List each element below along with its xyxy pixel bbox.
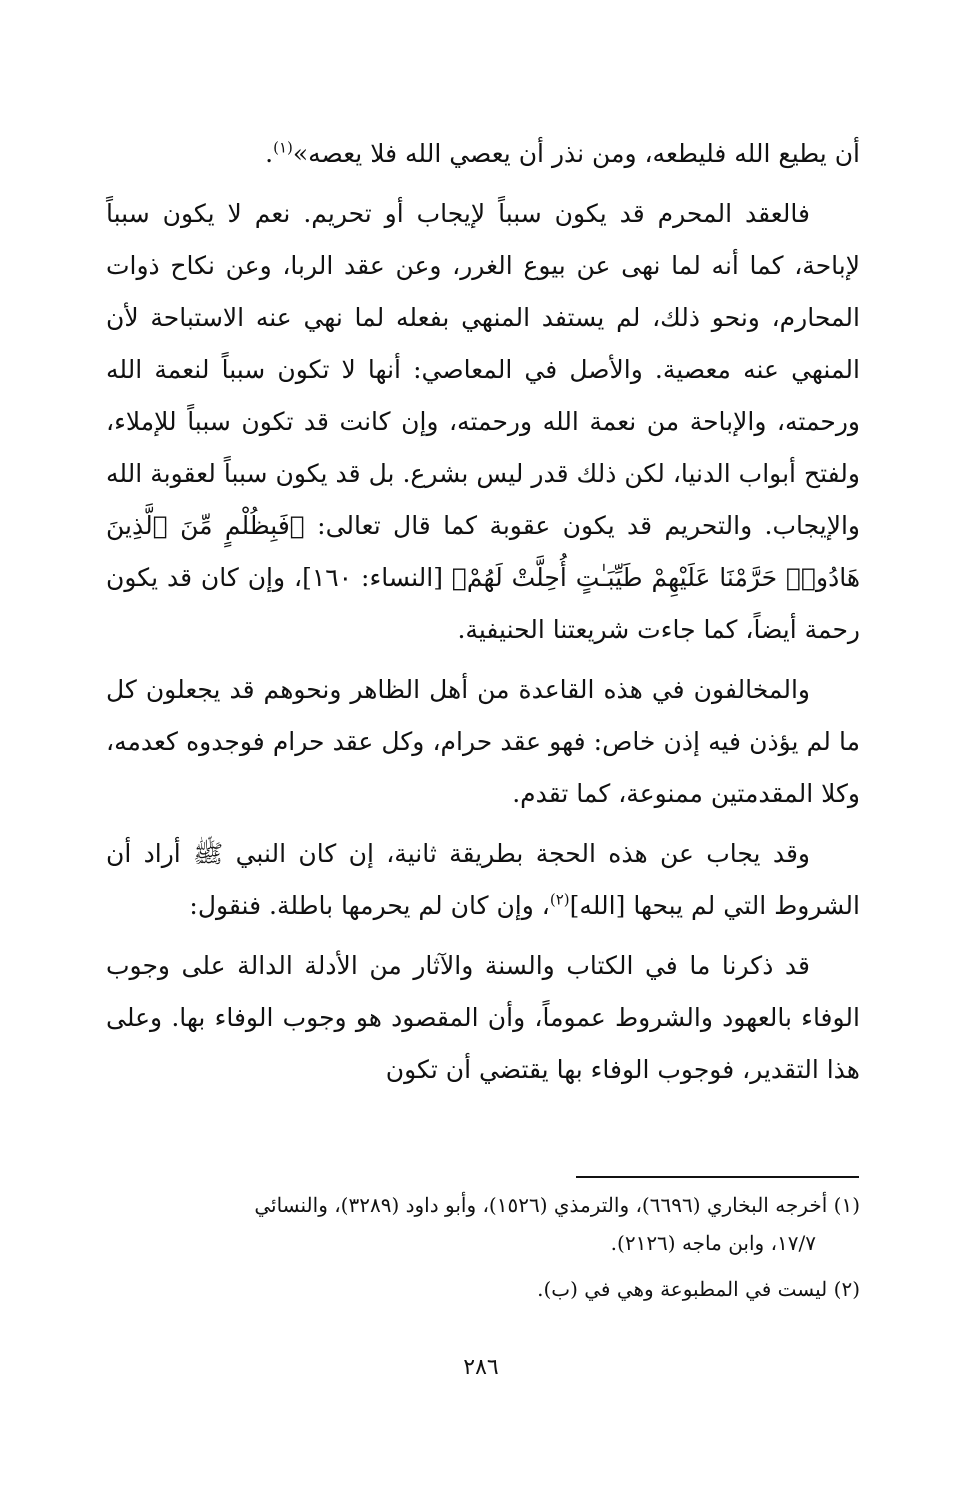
- footnote-2-marker: (٢): [833, 1277, 860, 1301]
- paragraph-1: [106, 128, 860, 180]
- paragraph-5: [106, 940, 860, 1096]
- quran-citation: [النساء: ١٦٠]: [302, 563, 452, 592]
- paragraph-2: [106, 188, 860, 656]
- quran-verse: ﴿فَبِظُلْمٍ مِّنَ ٱلَّذِينَ هَادُوا۟ حَرَّمْنَا عَلَيْهِمْ طَيِّبَـٰتٍ أُحِلَّتْ لَهُمْ﴾: [106, 511, 861, 592]
- paragraph-4-end: ، وإن كان لم يحرمها باطلة. فنقول:: [189, 891, 550, 920]
- footnotes: [106, 1186, 860, 1316]
- footnote-1-text: أخرجه البخاري (٦٦٩٦)، والترمذي (١٥٢٦)، وأبو داود (٣٢٨٩)، والنسائي: [254, 1193, 828, 1217]
- paragraph-2-end: ، وإن كان قد يكون رحمة أيضاً، كما جاءت شريعتنا الحنيفية.: [106, 563, 860, 644]
- footnote-1-marker: (١): [833, 1193, 860, 1217]
- paragraph-1-end: .: [265, 139, 274, 168]
- paragraph-3: [106, 664, 860, 820]
- footnote-ref-2: (٢): [549, 890, 570, 909]
- footnote-1-continuation: ١٧/٧، وابن ماجه (٢١٢٦).: [610, 1231, 816, 1255]
- page-number: ٢٨٦: [463, 1355, 499, 1380]
- paragraph-2-text: فالعقد المحرم قد يكون سبباً لإيجاب أو تحريم. نعم لا يكون سبباً لإباحة، كما أنه لما نهى عن بيوع الغرر، وعن عقد الربا، وعن نكاح ذوات المحارم، ونحو ذلك، لم يستفد المنهي بفعله لما نهي عنه الاستباحة لأن المنهي عنه معصية. والأصل في المعاصي: أنها لا تكون سبباً لنعمة الله ورحمته، والإباحة من نعمة الله ورحمته، وإن كانت قد تكون سبباً للإملاء، ولفتح أبواب الدنيا، لكن ذلك قدر ليس بشرع. بل قد يكون سبباً لعقوبة الله والإيجاب. والتحريم قد يكون عقوبة كما قال تعالى:: [106, 199, 861, 540]
- footnote-ref-1: (١): [273, 138, 293, 157]
- paragraph-4: [106, 828, 860, 932]
- footnote-2: [106, 1270, 860, 1308]
- main-text: [106, 128, 860, 1104]
- paragraph-5-text: قد ذكرنا ما في الكتاب والسنة والآثار من الأدلة الدالة على وجوب الوفاء بالعهود والشروط عموماً، وأن المقصود هو وجوب الوفاء بها. وعلى هذا التقدير، فوجوب الوفاء بها يقتضي أن تكون: [106, 951, 860, 1084]
- footnote-1: [106, 1186, 860, 1262]
- footnote-2-text: ليست في المطبوعة وهي في (ب).: [537, 1277, 828, 1301]
- paragraph-4-text: وقد يجاب عن هذه الحجة بطريقة ثانية، إن كان النبي ﷺ أراد أن الشروط التي لم يبحها [الله]: [106, 839, 860, 920]
- paragraph-1-text: أن يطيع الله فليطعه، ومن نذر أن يعصي الله فلا يعصه»: [292, 139, 860, 168]
- paragraph-3-text: والمخالفون في هذه القاعدة من أهل الظاهر ونحوهم قد يجعلون كل ما لم يؤذن فيه إذن خاص: فهو عقد حرام، وكل عقد حرام فوجدوه كعدمه، وكلا المقدمتين ممنوعة، كما تقدم.: [106, 675, 860, 808]
- footnote-separator: [576, 1176, 859, 1178]
